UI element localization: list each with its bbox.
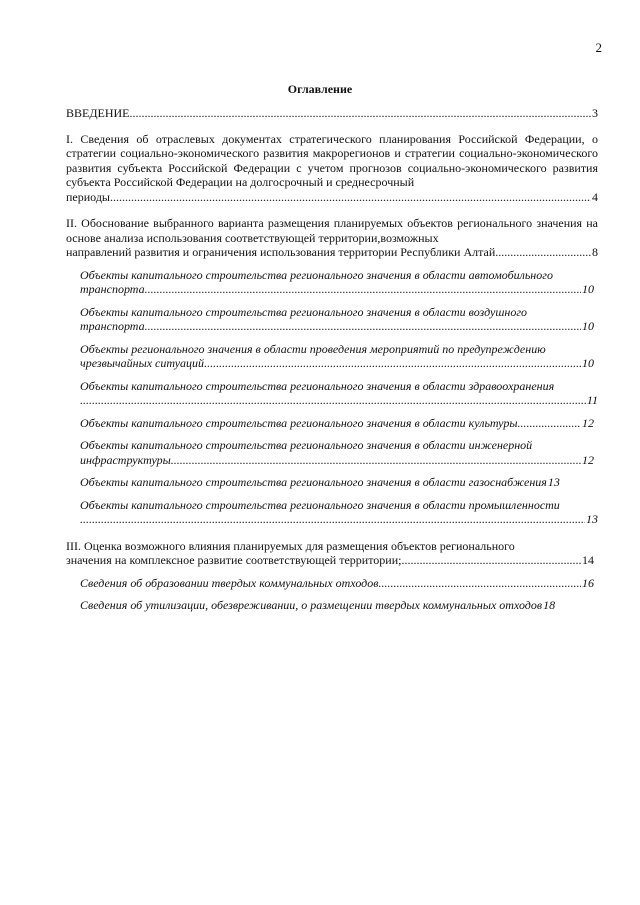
- toc-page-number: 10: [582, 356, 594, 370]
- toc-entry-label: Объекты капитального строительства регионального значения в области культуры: [80, 415, 518, 430]
- toc-page-number: 8: [592, 245, 598, 259]
- toc-page-number: 10: [582, 319, 594, 333]
- toc-entry-introduction[interactable]: [66, 106, 598, 121]
- toc-entry-label: III. Оценка возможного влияния планируемых для размещения объектов регионального: [66, 538, 515, 553]
- toc-page-number: 4: [592, 189, 598, 204]
- toc-entry-label: Объекты капитального строительства регионального значения в области промышленности: [80, 497, 560, 512]
- dot-leader: [130, 106, 591, 121]
- toc-entry-label-end: направлений развития и ограничения использования территории Республики Алтай: [66, 245, 496, 259]
- toc-entry-label-end: значения на комплексное развитие соответствующей территории;: [66, 553, 402, 567]
- toc-subentry-healthcare[interactable]: [80, 379, 598, 408]
- toc-page-number: 18: [543, 598, 556, 612]
- toc-entry-label: II. Обоснование выбранного варианта размещения планируемых объектов регионального значения на основе анализа использования соответствующей территории,возможных: [66, 216, 598, 245]
- dot-leader: [204, 356, 581, 371]
- toc-entry-label-end: периоды: [66, 189, 110, 204]
- dot-leader: [401, 553, 581, 568]
- toc-subentry-culture[interactable]: [80, 416, 594, 431]
- toc-entry-label: Объекты капитального строительства регионального значения в области газоснабжения: [80, 475, 547, 489]
- toc-title: Оглавление: [287, 82, 353, 96]
- toc-entry-label: Объекты капитального строительства регионального значения в области инженерной: [80, 438, 533, 452]
- table-of-contents: [66, 106, 598, 613]
- dot-leader: [495, 245, 591, 260]
- toc-page-number: 13: [586, 512, 598, 526]
- toc-entry-label: Объекты регионального значения в области проведения мероприятий по предупреждению: [80, 341, 546, 356]
- toc-entry-label: Сведения об образовании твердых коммунальных отходов: [80, 575, 379, 590]
- toc-page-number: 12: [582, 415, 594, 430]
- toc-subentry-emergency[interactable]: [80, 342, 594, 371]
- toc-page-number: 11: [586, 393, 598, 407]
- toc-entry-section-2[interactable]: [66, 216, 598, 260]
- toc-entry-label: Объекты капитального строительства регионального значения в области воздушного: [80, 304, 528, 319]
- toc-entry-label-end: транспорта: [80, 282, 145, 296]
- toc-subentry-auto-transport[interactable]: [80, 268, 594, 297]
- toc-entry-label: Объекты капитального строительства регионального значения в области здравоохранения: [80, 378, 555, 393]
- toc-entry-label: ВВЕДЕНИЕ: [66, 106, 130, 120]
- toc-subentry-industry[interactable]: [80, 498, 598, 527]
- toc-subentry-waste-formation[interactable]: [80, 576, 594, 591]
- dot-leader: [171, 453, 581, 468]
- dot-leader: [80, 393, 586, 408]
- toc-subentry-gas-supply[interactable]: [80, 475, 598, 490]
- toc-entry-label: Сведения об утилизации, обезвреживании, о размещении твердых коммунальных отходов: [80, 598, 543, 612]
- toc-entry-section-3[interactable]: [66, 539, 594, 568]
- toc-page-number: 16: [582, 575, 594, 590]
- page-number: 2: [595, 40, 602, 55]
- toc-subentry-air-transport[interactable]: [80, 305, 594, 334]
- toc-entry-label-end: чрезвычайных ситуаций: [80, 356, 205, 370]
- toc-subentry-waste-disposal[interactable]: [80, 598, 598, 613]
- toc-page-number: 13: [547, 475, 560, 489]
- toc-entry-section-1[interactable]: [66, 132, 598, 205]
- dot-leader: [378, 576, 581, 591]
- toc-page-number: 3: [592, 106, 598, 120]
- toc-entry-label: Объекты капитального строительства регионального значения в области автомобильного: [80, 267, 553, 282]
- toc-page-number: 12: [582, 452, 594, 467]
- toc-entry-label-end: транспорта: [80, 319, 145, 333]
- toc-page-number: 14: [582, 553, 594, 567]
- toc-entry-label: I. Сведения об отраслевых документах стратегического планирования Российской Федерации, о стратегии социально-экономического развития макрорегионов и стратегии социально-экономического развития субъекта Российской Федерации с учетом прогнозов социально-экономического развития субъекта Российской Федерации на долгосрочный и среднесрочный: [66, 131, 598, 189]
- toc-entry-label-end: инфраструктуры: [80, 452, 171, 467]
- toc-page-number: 10: [582, 282, 594, 296]
- toc-subentry-engineering[interactable]: [80, 438, 594, 467]
- dot-leader: [145, 319, 581, 334]
- dot-leader: [80, 512, 585, 527]
- dot-leader: [110, 190, 591, 205]
- dot-leader: [517, 416, 581, 431]
- dot-leader: [145, 282, 581, 297]
